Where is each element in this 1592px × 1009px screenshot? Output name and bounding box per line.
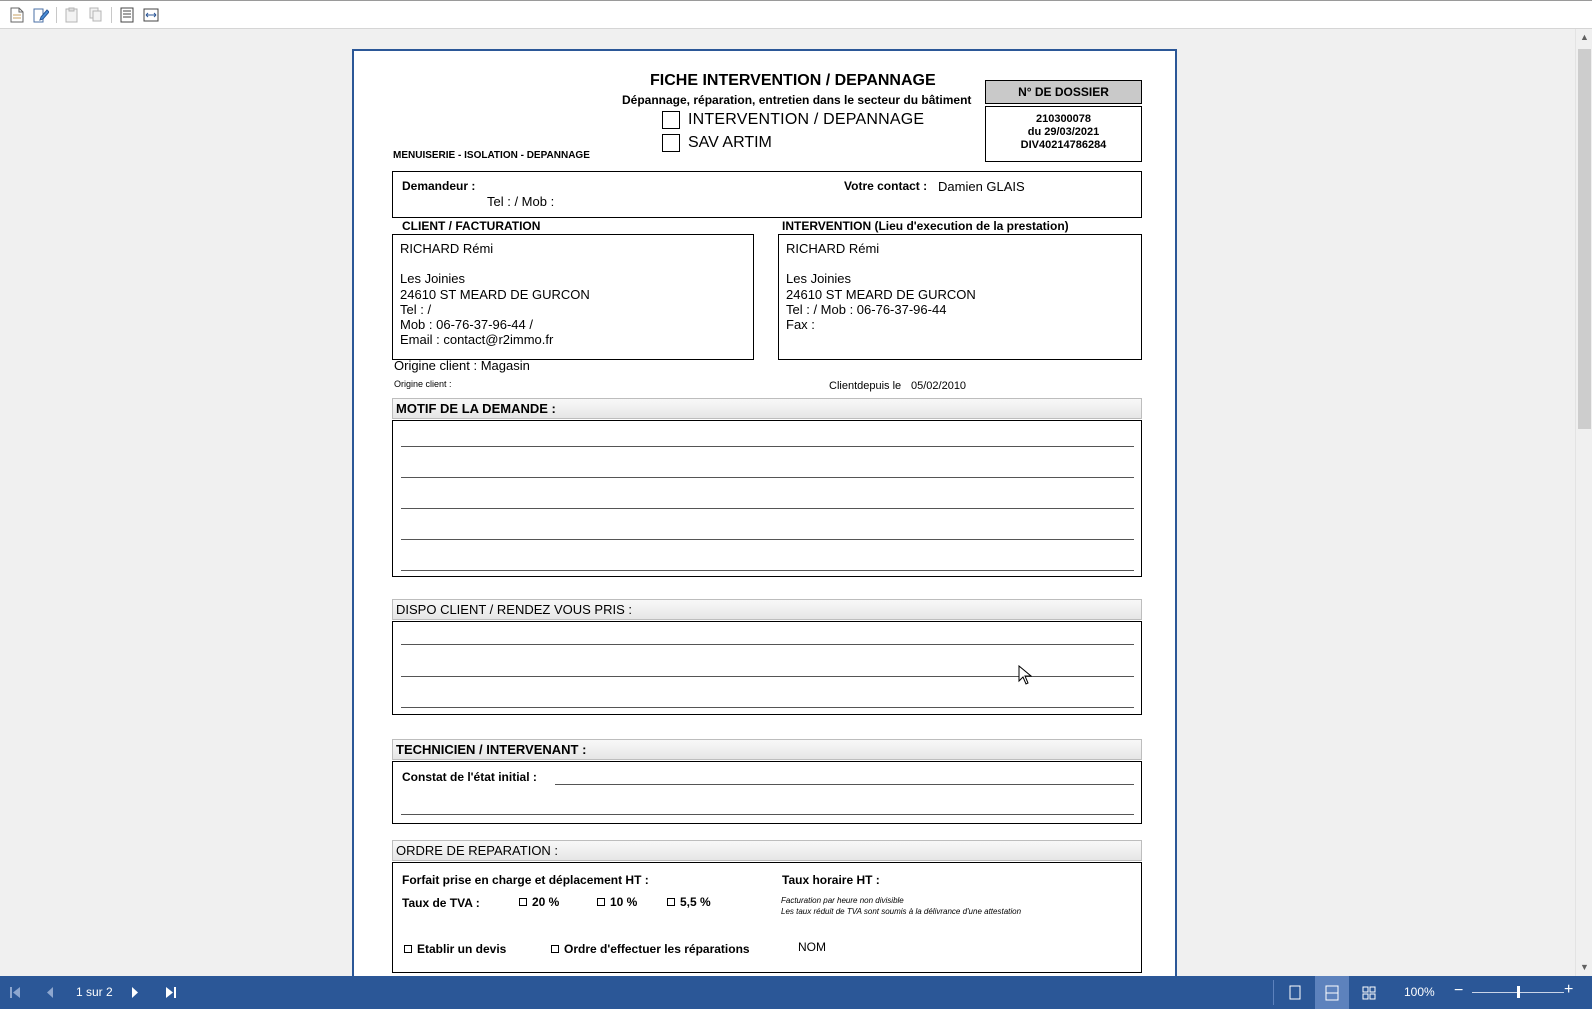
client-depuis-label: Clientdepuis le <box>829 380 902 392</box>
taux-note: Les taux réduit de TVA sont soumis à la délivrance d'une attestation <box>781 907 1022 916</box>
writing-line <box>401 644 1134 645</box>
toolbar-separator <box>111 7 112 23</box>
client-mob: Mob : 06-76-37-96-44 / <box>400 317 533 333</box>
status-separator <box>1273 980 1274 1005</box>
scrollbar-thumb[interactable] <box>1578 49 1591 429</box>
writing-line <box>401 707 1134 708</box>
checkbox-icon <box>597 898 605 906</box>
motif-box[interactable] <box>392 420 1142 577</box>
intervention-city: 24610 ST MEARD DE GURCON <box>786 286 976 302</box>
dossier-box <box>985 106 1142 162</box>
dossier-ref: DIV40214786284 <box>1020 139 1107 151</box>
zoom-slider-thumb[interactable] <box>1517 986 1520 998</box>
motif-header: MOTIF DE LA DEMANDE : <box>392 398 1142 419</box>
contact-label: Votre contact : <box>844 179 928 193</box>
writing-line <box>401 539 1134 540</box>
page-indicator[interactable]: 1 sur 2 <box>76 985 113 999</box>
devis-box <box>392 933 1142 973</box>
client-email: Email : contact@r2immo.fr <box>400 332 554 348</box>
intervention-box <box>778 234 1142 360</box>
facturation-note: Facturation par heure non divisible <box>781 896 904 905</box>
tva-option-label: 20 % <box>532 895 560 909</box>
single-page-icon[interactable] <box>116 4 138 26</box>
zoom-level: 100% <box>1404 985 1435 999</box>
etablir-devis-label: Etablir un devis <box>417 942 507 956</box>
document-title: FICHE INTERVENTION / DEPANNAGE <box>650 72 936 89</box>
tva-option-20[interactable] <box>519 895 559 909</box>
nom-label: NOM <box>798 940 826 954</box>
ordre-effectuer-label: Ordre d'effectuer les réparations <box>564 942 750 956</box>
toolbar <box>0 0 1592 29</box>
sav-checkbox[interactable] <box>662 134 680 152</box>
demandeur-tel-mob: Tel : / Mob : <box>487 194 555 209</box>
intervention-blank-line <box>786 256 1141 271</box>
previous-page-icon[interactable] <box>45 986 55 999</box>
single-page-view-icon[interactable] <box>1278 976 1312 1009</box>
first-page-icon[interactable] <box>9 986 21 999</box>
zoom-in-button[interactable]: + <box>1564 981 1574 998</box>
client-city: 24610 ST MEARD DE GURCON <box>400 286 590 302</box>
page-width-icon[interactable] <box>140 4 162 26</box>
multi-page-view-icon[interactable] <box>1352 976 1386 1009</box>
client-box <box>392 234 754 360</box>
technicien-header: TECHNICIEN / INTERVENANT : <box>392 739 1142 760</box>
writing-line <box>401 570 1134 571</box>
checkbox-icon <box>667 898 675 906</box>
origine-client-small: Origine client : <box>394 379 452 389</box>
tva-option-10[interactable] <box>597 895 637 909</box>
tva-option-label: 10 % <box>610 895 638 909</box>
intervention-checkbox[interactable] <box>662 111 680 129</box>
tva-option-label: 5,5 % <box>680 895 711 909</box>
next-page-icon[interactable] <box>130 986 140 999</box>
technicien-box[interactable] <box>392 761 1142 824</box>
intervention-tel: Tel : / Mob : 06-76-37-96-44 <box>786 301 947 317</box>
etablir-devis-option[interactable] <box>404 942 506 956</box>
client-tel: Tel : / <box>400 301 432 317</box>
ordre-header: ORDRE DE REPARATION : <box>392 840 1142 861</box>
dispo-header: DISPO CLIENT / RENDEZ VOUS PRIS : <box>392 599 1142 620</box>
origine-client-main: Origine client : Magasin <box>394 358 530 373</box>
intervention-name: RICHARD Rémi <box>786 241 880 256</box>
client-header: CLIENT / FACTURATION <box>402 219 541 233</box>
dossier-date: du 29/03/2021 <box>1027 126 1100 138</box>
writing-line <box>401 814 1134 815</box>
edit-document-icon[interactable] <box>30 4 52 26</box>
intervention-header: INTERVENTION (Lieu d'execution de la prestation) <box>782 219 1069 233</box>
client-blank-line <box>400 256 753 271</box>
vertical-scrollbar[interactable] <box>1575 29 1592 976</box>
constat-label: Constat de l'état initial : <box>402 770 537 784</box>
scroll-down-icon[interactable]: ▼ <box>1580 962 1589 972</box>
checkbox-icon <box>404 945 412 953</box>
taux-horaire-label: Taux horaire HT : <box>782 873 880 887</box>
contact-value: Damien GLAIS <box>938 179 1025 194</box>
new-document-icon[interactable] <box>6 4 28 26</box>
document-subtitle: Dépannage, réparation, entretien dans le secteur du bâtiment <box>622 93 972 107</box>
status-bar <box>0 976 1592 1009</box>
writing-line <box>401 508 1134 509</box>
demandeur-label: Demandeur : <box>402 179 476 193</box>
tva-label: Taux de TVA : <box>402 896 480 910</box>
zoom-out-button[interactable]: − <box>1454 982 1464 999</box>
toolbar-separator <box>56 7 57 23</box>
tva-option-5-5[interactable] <box>667 895 711 909</box>
ordre-effectuer-option[interactable] <box>551 942 750 956</box>
intervention-fax: Fax : <box>786 317 815 333</box>
client-address: Les Joinies <box>400 271 466 287</box>
sav-checkbox-label: SAV ARTIM <box>688 134 772 151</box>
writing-line <box>401 446 1134 447</box>
intervention-address: Les Joinies <box>786 271 852 287</box>
checkbox-icon <box>519 898 527 906</box>
mouse-cursor-icon <box>1018 665 1032 685</box>
company-activity: MENUISERIE - ISOLATION - DEPANNAGE <box>393 150 590 161</box>
intervention-checkbox-label: INTERVENTION / DEPANNAGE <box>688 111 925 128</box>
dossier-header: N° DE DOSSIER <box>985 80 1142 104</box>
ordre-box <box>392 862 1142 937</box>
demandeur-box <box>392 171 1142 218</box>
continuous-view-icon[interactable] <box>1315 976 1349 1009</box>
forfait-label: Forfait prise en charge et déplacement HT : <box>402 873 649 887</box>
client-depuis-value: 05/02/2010 <box>911 380 967 392</box>
writing-line <box>555 784 1134 785</box>
checkbox-icon <box>551 945 559 953</box>
dossier-number: 210300078 <box>1035 113 1092 125</box>
client-name: RICHARD Rémi <box>400 241 494 256</box>
writing-line <box>401 477 1134 478</box>
last-page-icon[interactable] <box>165 986 177 999</box>
scroll-up-icon[interactable]: ▲ <box>1580 32 1589 42</box>
document-page <box>352 49 1177 976</box>
document-viewport[interactable] <box>0 29 1592 976</box>
copy-icon[interactable] <box>85 4 107 26</box>
paste-icon[interactable] <box>61 4 83 26</box>
